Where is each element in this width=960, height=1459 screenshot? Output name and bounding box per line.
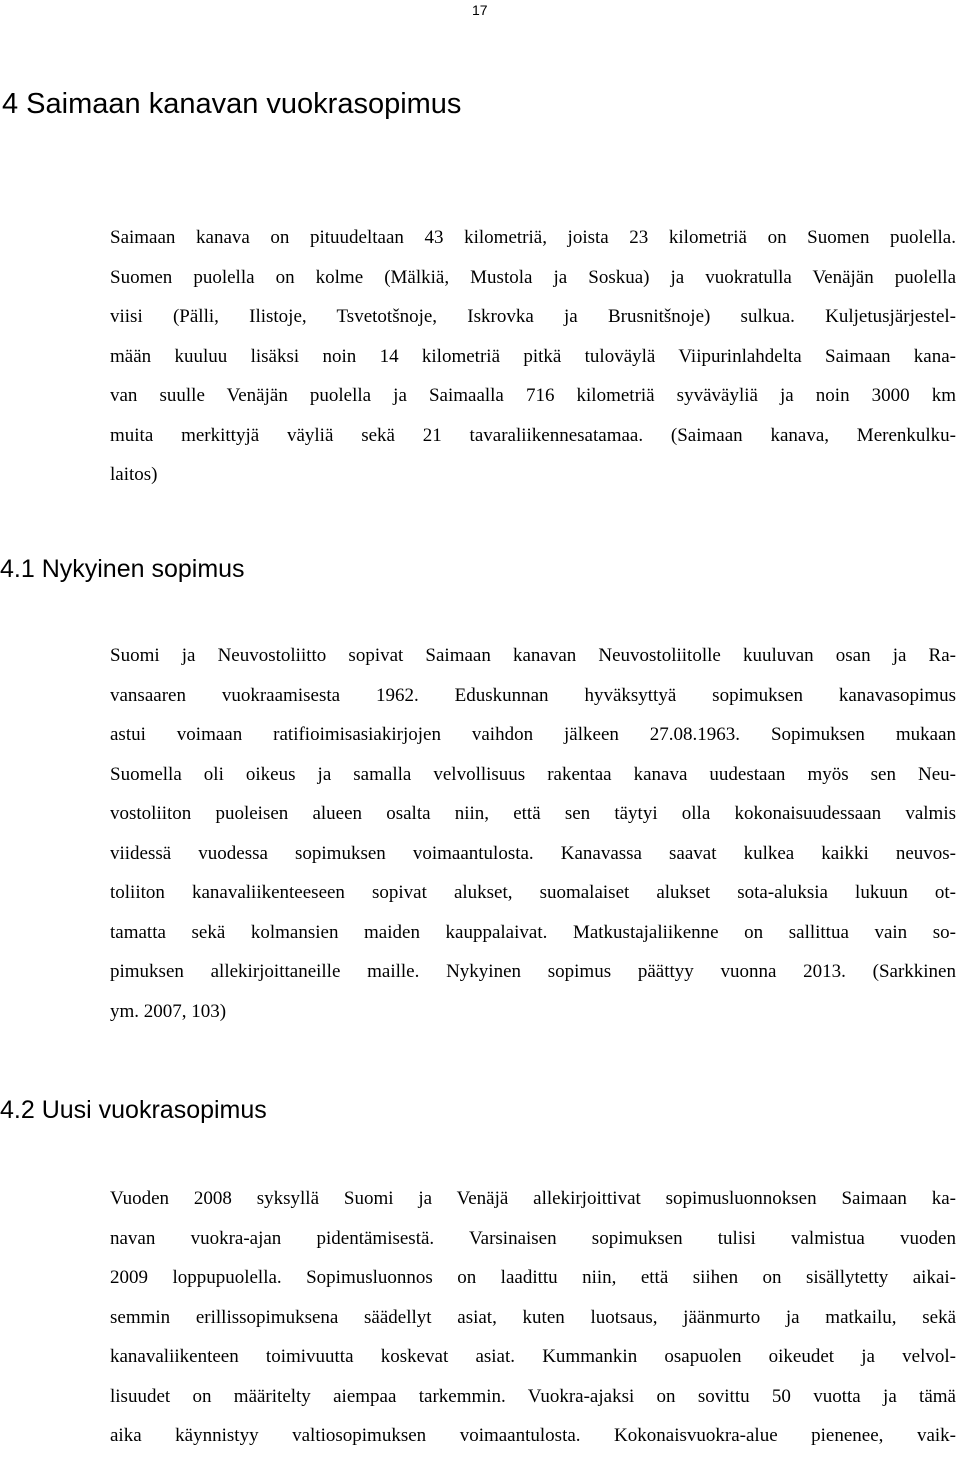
paragraph-line: Suomi ja Neuvostoliitto sopivat Saimaan kanavan Neuvostoliitolle kuuluvan osan ja Ra- <box>110 645 956 666</box>
section-title-current-agreement: 4.1 Nykyinen sopimus <box>0 555 245 583</box>
paragraph-line: aika käynnistyy valtiosopimuksen voimaantulosta. Kokonaisvuokra-alue pienenee, vaik- <box>110 1425 956 1446</box>
paragraph-line: muita merkittyjä väyliä sekä 21 tavaraliikennesatamaa. (Saimaan kanava, Merenkulku- <box>110 424 956 446</box>
paragraph-line: vansaaren vuokraamisesta 1962. Eduskunnan hyväksyttyä sopimuksen kanavasopimus <box>110 684 956 706</box>
paragraph-line: viidessä vuodessa sopimuksen voimaantulosta. Kanavassa saavat kulkea kaikki neuvos- <box>110 842 956 864</box>
intro-paragraph <box>110 218 956 495</box>
paragraph-line: 2009 loppupuolella. Sopimusluonnos on laadittu niin, että siihen on sisällytetty aikai- <box>110 1267 956 1288</box>
paragraph-line: kanavaliikenteen toimivuutta koskevat asiat. Kummankin osapuolen oikeudet ja velvol- <box>110 1346 956 1367</box>
paragraph-line: laitos) <box>110 464 158 485</box>
paragraph-line: viisi (Pälli, Ilistoje, Tsvetotšnoje, Iskrovka ja Brusnitšnoje) sulkua. Kuljetusjärjestel- <box>110 306 956 327</box>
paragraph-line: pimuksen allekirjoittaneille maille. Nykyinen sopimus päättyy vuonna 2013. (Sarkkinen <box>110 961 956 982</box>
chapter-title: 4 Saimaan kanavan vuokrasopimus <box>2 88 462 120</box>
paragraph-line: Saimaan kanava on pituudeltaan 43 kilometriä, joista 23 kilometriä on Suomen puolella. <box>110 227 956 248</box>
page-number: 17 <box>472 2 488 18</box>
paragraph-line: Vuoden 2008 syksyllä Suomi ja Venäjä allekirjoittivat sopimusluonnoksen Saimaan ka- <box>110 1188 956 1209</box>
paragraph-line: Suomen puolella on kolme (Mälkiä, Mustola ja Soskua) ja vuokratulla Venäjän puolella <box>110 266 956 288</box>
paragraph-line: mään kuuluu lisäksi noin 14 kilometriä pitkä tuloväylä Viipurinlahdelta Saimaan kana- <box>110 345 956 367</box>
paragraph-line: van suulle Venäjän puolella ja Saimaalla 716 kilometriä syväväyliä ja noin 3000 km <box>110 385 956 406</box>
paragraph-line: toliiton kanavaliikenteeseen sopivat alukset, suomalaiset alukset sota-aluksia lukuun ot- <box>110 882 956 903</box>
paragraph-line: vostoliiton puoleisen alueen osalta niin, että sen täytyi olla kokonaisuudessaan valmis <box>110 803 956 824</box>
paragraph-line: navan vuokra-ajan pidentämisestä. Varsinaisen sopimuksen tulisi valmistua vuoden <box>110 1227 956 1249</box>
paragraph-line: Suomella oli oikeus ja samalla velvollisuus rakentaa kanava uudestaan myös sen Neu- <box>110 763 956 785</box>
current-agreement-paragraph <box>110 636 956 1031</box>
paragraph-line: semmin erillissopimuksena säädellyt asiat, kuten luotsaus, jäänmurto ja matkailu, sekä <box>110 1306 956 1328</box>
paragraph-line: astui voimaan ratifioimisasiakirjojen vaihdon jälkeen 27.08.1963. Sopimuksen mukaan <box>110 724 956 745</box>
paragraph-line: ym. 2007, 103) <box>110 1000 227 1022</box>
new-agreement-paragraph <box>110 1179 956 1456</box>
paragraph-line: tamatta sekä kolmansien maiden kauppalaivat. Matkustajaliikenne on sallittua vain so- <box>110 921 956 943</box>
paragraph-line: lisuudet on määritelty aiempaa tarkemmin. Vuokra-ajaksi on sovittu 50 vuotta ja tämä <box>110 1385 956 1407</box>
section-title-new-agreement: 4.2 Uusi vuokrasopimus <box>0 1096 267 1124</box>
